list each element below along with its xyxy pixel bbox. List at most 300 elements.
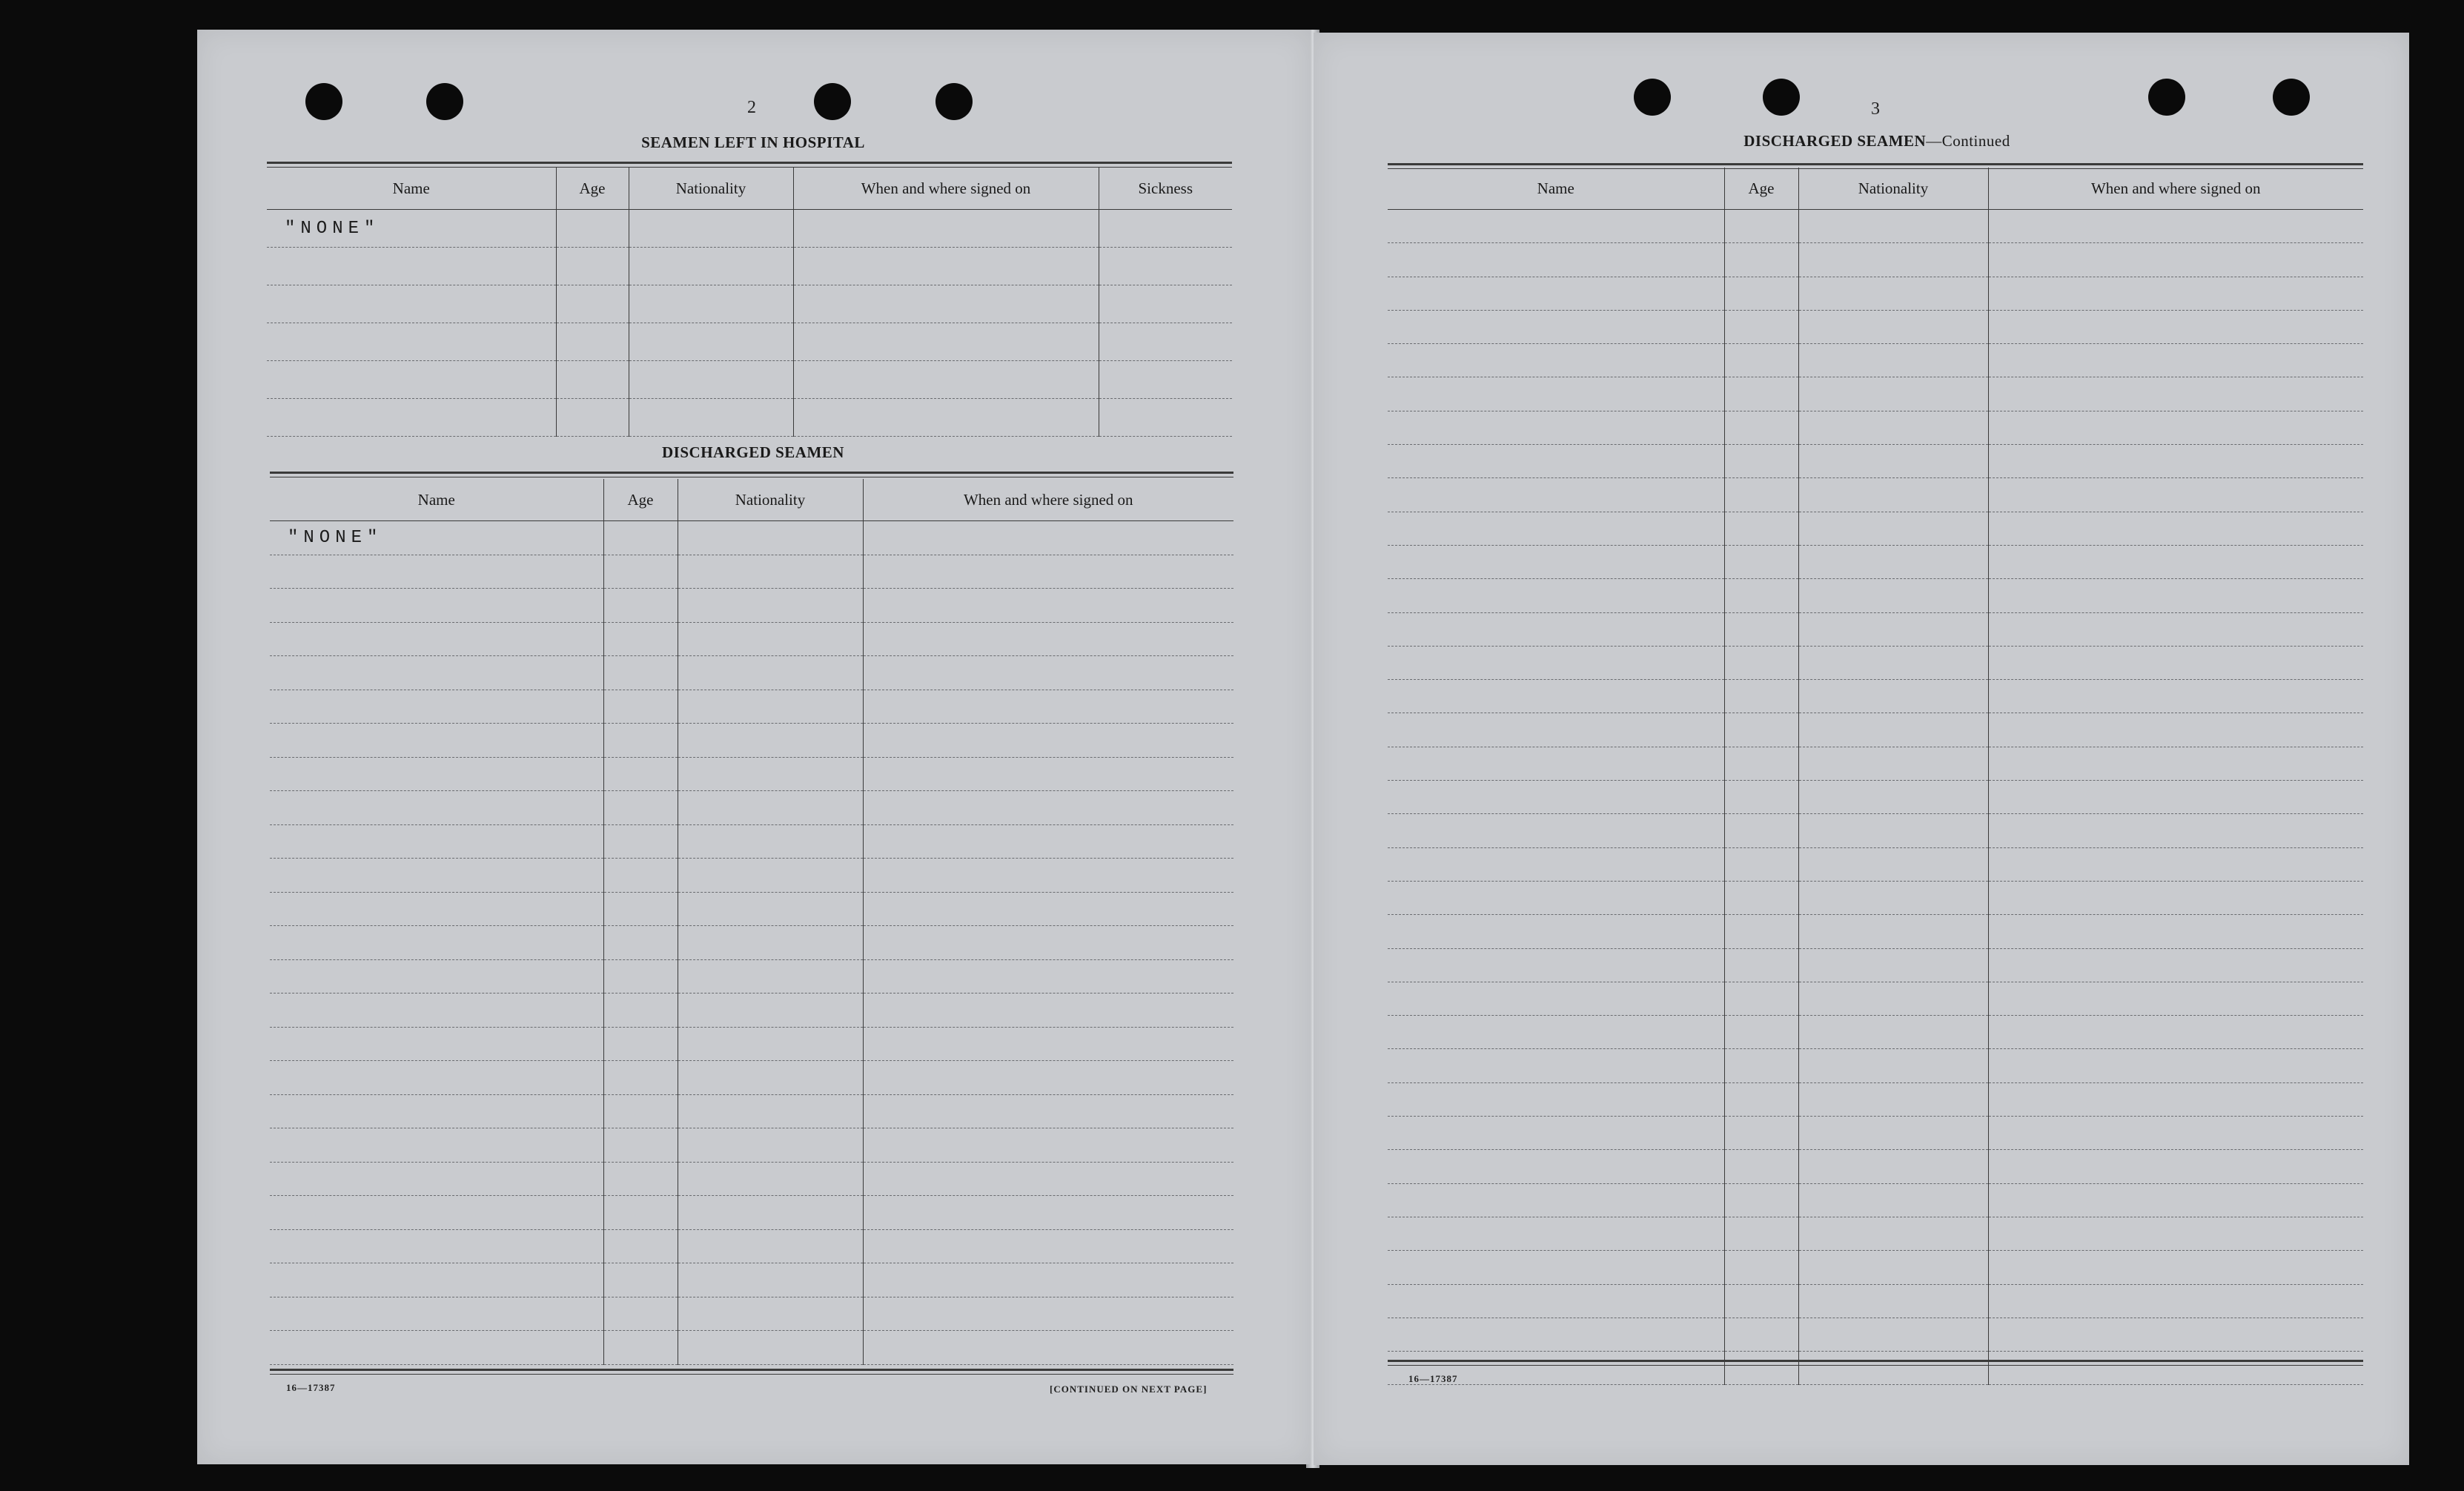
- table-cell: [1988, 579, 2363, 612]
- table-cell: [1798, 1183, 1988, 1217]
- right-page: [1314, 33, 2409, 1465]
- table-cell: [1798, 1117, 1988, 1150]
- table-row: [1388, 948, 2363, 982]
- table-cell: [1988, 915, 2363, 948]
- table-cell: [678, 892, 863, 926]
- name-cell: [1388, 478, 1724, 512]
- name-cell: [267, 285, 556, 323]
- table-cell: [793, 210, 1099, 248]
- table-cell: [1988, 1117, 2363, 1150]
- name-cell: [1388, 411, 1724, 444]
- table-row: [270, 757, 1233, 791]
- bottom-rule: [1388, 1360, 2363, 1362]
- table-cell: [863, 690, 1233, 724]
- table-cell: [678, 1027, 863, 1061]
- name-cell: [1388, 1217, 1724, 1250]
- table-cell: [1988, 1318, 2363, 1351]
- table-row: [270, 1128, 1233, 1163]
- table-row: [270, 791, 1233, 825]
- name-cell: [1388, 445, 1724, 478]
- table-cell: [1724, 512, 1798, 545]
- table-row: [1388, 579, 2363, 612]
- table-cell: [1798, 646, 1988, 679]
- table-row: [270, 1263, 1233, 1297]
- name-cell: [1388, 1117, 1724, 1150]
- table-cell: [863, 994, 1233, 1028]
- table-row: [1388, 243, 2363, 277]
- table-cell: [603, 1162, 678, 1196]
- table-cell: [1724, 915, 1798, 948]
- table-cell: [603, 1196, 678, 1230]
- column-header: Nationality: [629, 168, 793, 210]
- name-cell: [1388, 1318, 1724, 1351]
- table-row: [270, 824, 1233, 859]
- table-cell: [1798, 243, 1988, 277]
- table-cell: [1988, 545, 2363, 578]
- table-row: [1388, 1082, 2363, 1116]
- table-cell: [1724, 1352, 1798, 1385]
- table-cell: [1724, 1150, 1798, 1183]
- table-row: [1388, 277, 2363, 310]
- table-row: [270, 1061, 1233, 1095]
- name-cell: [1388, 747, 1724, 780]
- discharged-table: [270, 479, 1233, 1365]
- table-cell: [603, 724, 678, 758]
- table-cell: [1798, 1150, 1988, 1183]
- table-cell: [1988, 1049, 2363, 1082]
- column-header: Age: [1724, 168, 1798, 210]
- table-row: [1388, 1150, 2363, 1183]
- table-cell: [603, 521, 678, 555]
- name-cell: [270, 757, 603, 791]
- discharged-continued-table: [1388, 168, 2363, 1385]
- table-cell: [1988, 411, 2363, 444]
- name-cell: [267, 399, 556, 437]
- bottom-rule: [270, 1369, 1233, 1371]
- table-cell: [1798, 579, 1988, 612]
- table-cell: [678, 959, 863, 994]
- table-cell: [1724, 646, 1798, 679]
- column-header: Age: [603, 479, 678, 521]
- punch-hole-icon: [814, 83, 851, 120]
- name-cell: [270, 1061, 603, 1095]
- name-cell: [1388, 1284, 1724, 1318]
- table-row: [1388, 982, 2363, 1015]
- table-cell: [678, 589, 863, 623]
- table-row: [1388, 545, 2363, 578]
- table-row: [267, 399, 1232, 437]
- table-cell: [1798, 512, 1988, 545]
- table-row: [1388, 445, 2363, 478]
- punch-hole-icon: [305, 83, 342, 120]
- table-row: [267, 323, 1232, 361]
- name-cell: [270, 1094, 603, 1128]
- table-cell: [1988, 747, 2363, 780]
- table-cell: [1724, 243, 1798, 277]
- table-cell: [1798, 814, 1988, 847]
- table-cell: [1724, 1117, 1798, 1150]
- name-cell: [1388, 982, 1724, 1015]
- table-cell: [556, 323, 629, 361]
- column-header: When and where signed on: [793, 168, 1099, 210]
- section-rule: [267, 162, 1232, 164]
- table-cell: [863, 724, 1233, 758]
- table-cell: [1724, 612, 1798, 646]
- table-cell: [1798, 478, 1988, 512]
- name-cell: [267, 361, 556, 399]
- table-row: [1388, 1217, 2363, 1250]
- name-cell: [270, 724, 603, 758]
- table-cell: [603, 926, 678, 960]
- table-row: [270, 521, 1233, 555]
- table-cell: [1798, 915, 1988, 948]
- table-cell: [1988, 847, 2363, 881]
- page-number: 3: [1871, 99, 1880, 119]
- table-cell: [678, 824, 863, 859]
- table-row: [270, 622, 1233, 656]
- table-header-row: [1388, 168, 2363, 210]
- table-cell: [629, 285, 793, 323]
- name-cell: [1388, 948, 1724, 982]
- table-row: [1388, 310, 2363, 343]
- name-cell: [270, 859, 603, 893]
- table-cell: [678, 994, 863, 1028]
- table-cell: [1798, 1049, 1988, 1082]
- column-header: Nationality: [1798, 168, 1988, 210]
- punch-hole-icon: [935, 83, 973, 120]
- table-cell: [1724, 579, 1798, 612]
- table-row: [270, 1196, 1233, 1230]
- table-cell: [1724, 1082, 1798, 1116]
- table-cell: [603, 656, 678, 690]
- table-cell: [629, 361, 793, 399]
- hospital-section-title: SEAMEN LEFT IN HOSPITAL: [641, 133, 865, 151]
- table-cell: [1988, 881, 2363, 914]
- name-cell: [270, 1229, 603, 1263]
- table-row: [1388, 781, 2363, 814]
- table-cell: [1724, 1217, 1798, 1250]
- table-cell: [1798, 982, 1988, 1015]
- table-cell: [1798, 1318, 1988, 1351]
- table-cell: [1798, 747, 1988, 780]
- table-cell: [629, 248, 793, 285]
- table-cell: [678, 1263, 863, 1297]
- table-cell: [863, 859, 1233, 893]
- table-cell: [793, 361, 1099, 399]
- table-cell: [1724, 1318, 1798, 1351]
- punch-hole-icon: [2148, 79, 2185, 116]
- table-row: [270, 994, 1233, 1028]
- table-cell: [1988, 512, 2363, 545]
- name-cell: [1388, 1150, 1724, 1183]
- table-cell: [1798, 1082, 1988, 1116]
- name-cell: [1388, 210, 1724, 243]
- table-cell: [678, 926, 863, 960]
- table-cell: [863, 1229, 1233, 1263]
- table-cell: [603, 859, 678, 893]
- table-cell: [603, 589, 678, 623]
- section-rule: [270, 472, 1233, 474]
- table-row: [1388, 847, 2363, 881]
- table-cell: [603, 1128, 678, 1163]
- name-cell: [270, 1331, 603, 1365]
- name-cell: [1388, 277, 1724, 310]
- table-cell: [1724, 344, 1798, 377]
- table-cell: [863, 1094, 1233, 1128]
- section-title-suffix: —Continued: [1926, 132, 2010, 150]
- table-cell: [1724, 680, 1798, 713]
- table-cell: [1988, 243, 2363, 277]
- table-cell: [603, 824, 678, 859]
- table-cell: [1988, 1016, 2363, 1049]
- table-cell: [678, 1061, 863, 1095]
- table-cell: [629, 399, 793, 437]
- table-cell: [863, 656, 1233, 690]
- table-row: [1388, 680, 2363, 713]
- table-cell: [678, 1297, 863, 1331]
- table-cell: [603, 959, 678, 994]
- name-cell: [1388, 814, 1724, 847]
- name-cell: [270, 1297, 603, 1331]
- table-cell: [1798, 680, 1988, 713]
- name-cell: "NONE": [270, 521, 603, 555]
- table-cell: [603, 994, 678, 1028]
- table-row: [270, 1229, 1233, 1263]
- table-cell: [863, 1128, 1233, 1163]
- table-cell: [1798, 1217, 1988, 1250]
- table-cell: [603, 1331, 678, 1365]
- column-header: Sickness: [1099, 168, 1232, 210]
- table-cell: [1798, 1251, 1988, 1284]
- name-cell: [270, 1162, 603, 1196]
- table-cell: [863, 959, 1233, 994]
- name-cell: [270, 1128, 603, 1163]
- table-cell: [678, 859, 863, 893]
- table-cell: [556, 248, 629, 285]
- table-row: [1388, 1352, 2363, 1385]
- column-header: When and where signed on: [863, 479, 1233, 521]
- table-cell: [1798, 881, 1988, 914]
- name-cell: [1388, 680, 1724, 713]
- form-number: 16—17387: [1408, 1373, 1458, 1384]
- table-cell: [793, 323, 1099, 361]
- name-cell: [270, 1027, 603, 1061]
- name-cell: [1388, 377, 1724, 411]
- table-cell: [1724, 411, 1798, 444]
- name-cell: [270, 824, 603, 859]
- name-cell: [1388, 612, 1724, 646]
- table-cell: [1798, 277, 1988, 310]
- name-cell: [270, 555, 603, 589]
- table-cell: [863, 757, 1233, 791]
- name-cell: [1388, 1183, 1724, 1217]
- punch-hole-icon: [2273, 79, 2310, 116]
- table-row: [1388, 1318, 2363, 1351]
- table-cell: [603, 892, 678, 926]
- table-cell: [1724, 478, 1798, 512]
- table-row: [270, 892, 1233, 926]
- table-cell: [1988, 310, 2363, 343]
- table-cell: [1724, 847, 1798, 881]
- table-cell: [863, 1162, 1233, 1196]
- table-cell: [1988, 680, 2363, 713]
- table-cell: [793, 399, 1099, 437]
- table-cell: [1988, 1150, 2363, 1183]
- table-cell: [1988, 781, 2363, 814]
- table-row: [270, 926, 1233, 960]
- table-row: [267, 210, 1232, 248]
- table-row: [267, 285, 1232, 323]
- table-row: [1388, 1016, 2363, 1049]
- table-cell: [603, 1061, 678, 1095]
- table-cell: [678, 1162, 863, 1196]
- name-cell: [1388, 713, 1724, 747]
- name-cell: [270, 589, 603, 623]
- name-cell: [270, 690, 603, 724]
- table-cell: [1988, 344, 2363, 377]
- name-cell: [270, 622, 603, 656]
- table-cell: [1724, 545, 1798, 578]
- table-row: [270, 1297, 1233, 1331]
- table-cell: [1988, 210, 2363, 243]
- name-cell: [1388, 1082, 1724, 1116]
- table-cell: [678, 656, 863, 690]
- table-row: [270, 589, 1233, 623]
- name-cell: [270, 959, 603, 994]
- table-row: [1388, 478, 2363, 512]
- name-cell: [270, 994, 603, 1028]
- table-row: [1388, 713, 2363, 747]
- table-cell: [1988, 1082, 2363, 1116]
- table-cell: [1099, 323, 1232, 361]
- discharged-section-title: DISCHARGED SEAMEN: [662, 443, 844, 461]
- table-cell: [1798, 445, 1988, 478]
- table-cell: [556, 285, 629, 323]
- table-header-row: [267, 168, 1232, 210]
- form-number: 16—17387: [286, 1382, 336, 1393]
- table-row: [1388, 1251, 2363, 1284]
- table-cell: [1724, 1183, 1798, 1217]
- table-cell: [1724, 1049, 1798, 1082]
- table-cell: [1988, 445, 2363, 478]
- table-cell: [1988, 982, 2363, 1015]
- section-rule: [1388, 163, 2363, 165]
- column-header: Name: [1388, 168, 1724, 210]
- table-cell: [793, 248, 1099, 285]
- table-cell: [1988, 713, 2363, 747]
- table-row: [270, 1094, 1233, 1128]
- table-cell: [863, 1297, 1233, 1331]
- name-cell: "NONE": [267, 210, 556, 248]
- table-cell: [678, 757, 863, 791]
- table-row: [270, 859, 1233, 893]
- name-cell: [1388, 310, 1724, 343]
- section-title-text: DISCHARGED SEAMEN: [1743, 132, 1927, 150]
- table-cell: [1099, 210, 1232, 248]
- table-cell: [1724, 982, 1798, 1015]
- page-number: 2: [747, 98, 756, 117]
- table-header-row: [270, 479, 1233, 521]
- table-cell: [603, 1229, 678, 1263]
- table-cell: [1798, 713, 1988, 747]
- name-cell: [1388, 344, 1724, 377]
- table-row: [1388, 344, 2363, 377]
- table-row: [1388, 915, 2363, 948]
- table-row: [270, 959, 1233, 994]
- table-row: [1388, 747, 2363, 780]
- table-cell: [1988, 1183, 2363, 1217]
- column-header: Name: [267, 168, 556, 210]
- column-header: Name: [270, 479, 603, 521]
- table-cell: [1798, 344, 1988, 377]
- name-cell: [1388, 512, 1724, 545]
- table-cell: [603, 622, 678, 656]
- table-cell: [863, 824, 1233, 859]
- table-cell: [678, 1094, 863, 1128]
- table-cell: [1988, 377, 2363, 411]
- name-cell: [1388, 243, 1724, 277]
- table-row: [1388, 1183, 2363, 1217]
- table-row: [1388, 1117, 2363, 1150]
- table-cell: [863, 926, 1233, 960]
- table-cell: [863, 1027, 1233, 1061]
- name-cell: [1388, 1016, 1724, 1049]
- table-cell: [678, 555, 863, 589]
- table-cell: [1724, 747, 1798, 780]
- table-cell: [1798, 781, 1988, 814]
- table-cell: [556, 361, 629, 399]
- table-cell: [603, 555, 678, 589]
- table-row: [270, 1331, 1233, 1365]
- table-cell: [1724, 310, 1798, 343]
- table-cell: [603, 1263, 678, 1297]
- table-cell: [1724, 377, 1798, 411]
- table-cell: [1988, 948, 2363, 982]
- discharged-continued-title: [1506, 132, 2248, 151]
- table-cell: [1798, 1284, 1988, 1318]
- table-cell: [1724, 781, 1798, 814]
- table-row: [1388, 1284, 2363, 1318]
- hospital-table: [267, 168, 1232, 437]
- table-cell: [1798, 1016, 1988, 1049]
- table-cell: [1724, 445, 1798, 478]
- table-row: [267, 361, 1232, 399]
- punch-hole-icon: [1763, 79, 1800, 116]
- table-cell: [863, 622, 1233, 656]
- table-cell: [1099, 361, 1232, 399]
- table-cell: [603, 791, 678, 825]
- left-page: [197, 30, 1311, 1464]
- table-cell: [629, 210, 793, 248]
- table-cell: [1099, 248, 1232, 285]
- table-cell: [603, 757, 678, 791]
- table-cell: [1798, 310, 1988, 343]
- table-cell: [678, 622, 863, 656]
- name-cell: [1388, 781, 1724, 814]
- table-cell: [678, 690, 863, 724]
- name-cell: [1388, 847, 1724, 881]
- table-cell: [556, 210, 629, 248]
- name-cell: [1388, 881, 1724, 914]
- table-cell: [863, 1061, 1233, 1095]
- table-row: [270, 656, 1233, 690]
- table-cell: [1988, 478, 2363, 512]
- table-cell: [863, 791, 1233, 825]
- table-cell: [1724, 210, 1798, 243]
- table-row: [1388, 512, 2363, 545]
- name-cell: [270, 1196, 603, 1230]
- punch-hole-icon: [426, 83, 463, 120]
